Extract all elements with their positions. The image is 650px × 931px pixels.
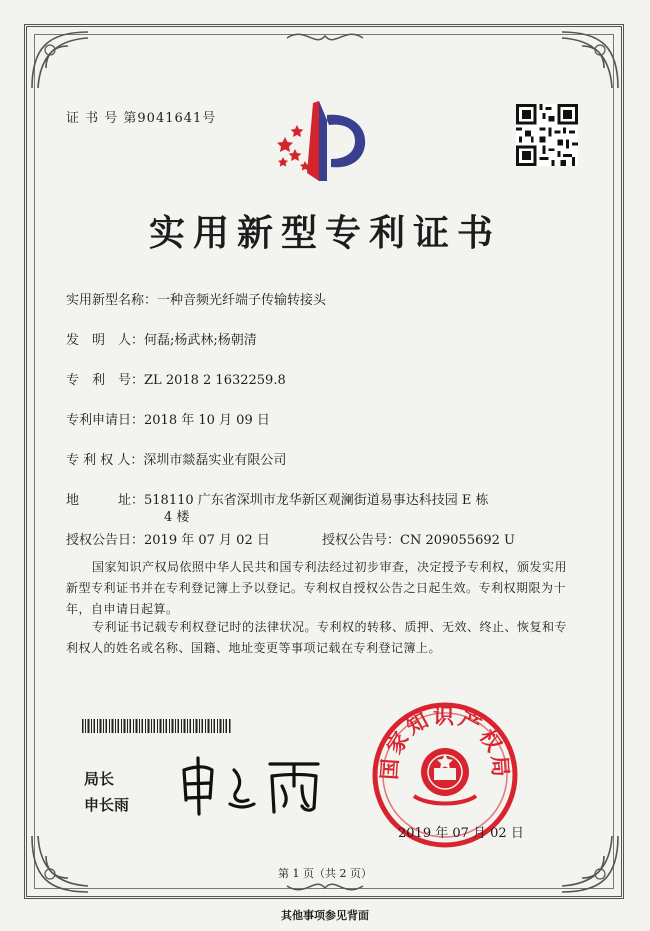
page-title: 实用新型专利证书 xyxy=(148,213,501,254)
field-label: 专 利 权 人： xyxy=(66,453,144,468)
patent-office-logo xyxy=(273,95,383,185)
field-value: 一种音频光纤端子传输转接头 xyxy=(157,293,327,308)
paragraph-line: 利权人的姓名或名称、国籍、地址变更等事项记载在专利登记簿上。 xyxy=(66,641,442,655)
address-line-2: 4 楼 xyxy=(164,510,190,525)
paragraph-line: 专利证书记载专利权登记时的法律状况。专利权的转移、质押、无效、终止、恢复和专 xyxy=(92,620,568,634)
field-row-address xyxy=(66,489,489,508)
director-title: 局长 xyxy=(84,770,115,788)
barcode xyxy=(82,719,232,733)
director-name: 申长雨 xyxy=(84,796,130,814)
field-row-grant-date xyxy=(66,529,270,548)
corner-ornament-bottom-left xyxy=(28,826,98,896)
field-value: CN 209055692 U xyxy=(400,533,515,548)
field-label: 授权公告日： xyxy=(66,533,145,548)
field-row-application-date xyxy=(66,409,270,428)
field-label: 发 明 人： xyxy=(66,333,145,348)
field-value: 何磊;杨武林;杨朝清 xyxy=(144,333,257,348)
top-center-ornament xyxy=(285,24,365,50)
field-row-inventors xyxy=(66,329,257,348)
corner-ornament-bottom-right xyxy=(552,826,622,896)
field-label: 地 址： xyxy=(66,493,145,508)
qr-code xyxy=(516,104,578,166)
paragraph-line: 国家知识产权局依照中华人民共和国专利法经过初步审查，决定授予专利权，颁发实用 xyxy=(92,560,568,574)
field-value: ZL 2018 2 1632259.8 xyxy=(144,373,286,388)
paragraph-line: 年，自申请日起算。 xyxy=(66,602,179,616)
seal-date: 2019 年 07 月 02 日 xyxy=(398,826,524,841)
paragraph-legal-status xyxy=(66,617,586,659)
field-label: 专利申请日： xyxy=(66,413,145,428)
field-row-utility-model-name xyxy=(66,289,326,308)
director-signature xyxy=(178,756,328,818)
paragraph-line: 新型专利证书并在专利登记簿上予以登记。专利权自授权公告之日起生效。专利权期限为十 xyxy=(66,581,567,595)
field-row-patentee xyxy=(66,449,286,468)
field-value: 2018 年 10 月 09 日 xyxy=(144,413,270,428)
field-row-patent-number xyxy=(66,369,286,388)
field-label: 实用新型名称： xyxy=(66,293,158,308)
field-label: 专 利 号： xyxy=(66,373,145,388)
certificate-number: 证 书 号 第9041641号 xyxy=(66,111,217,126)
page-info: 第 1 页（共 2 页） xyxy=(278,867,372,880)
paragraph-grant-statement xyxy=(66,557,586,620)
corner-ornament-top-left xyxy=(28,28,98,98)
field-label: 授权公告号： xyxy=(322,533,401,548)
address-line-1: 518110 广东省深圳市龙华新区观澜街道易事达科技园 E 栋 xyxy=(144,493,489,508)
field-value: 2019 年 07 月 02 日 xyxy=(144,533,270,548)
seal-text: 国家知识产权局 xyxy=(377,704,513,781)
field-row-grant-number xyxy=(322,529,515,548)
corner-ornament-top-right xyxy=(552,28,622,98)
back-note: 其他事项参见背面 xyxy=(281,909,369,922)
field-value: 深圳市燚磊实业有限公司 xyxy=(143,453,287,468)
